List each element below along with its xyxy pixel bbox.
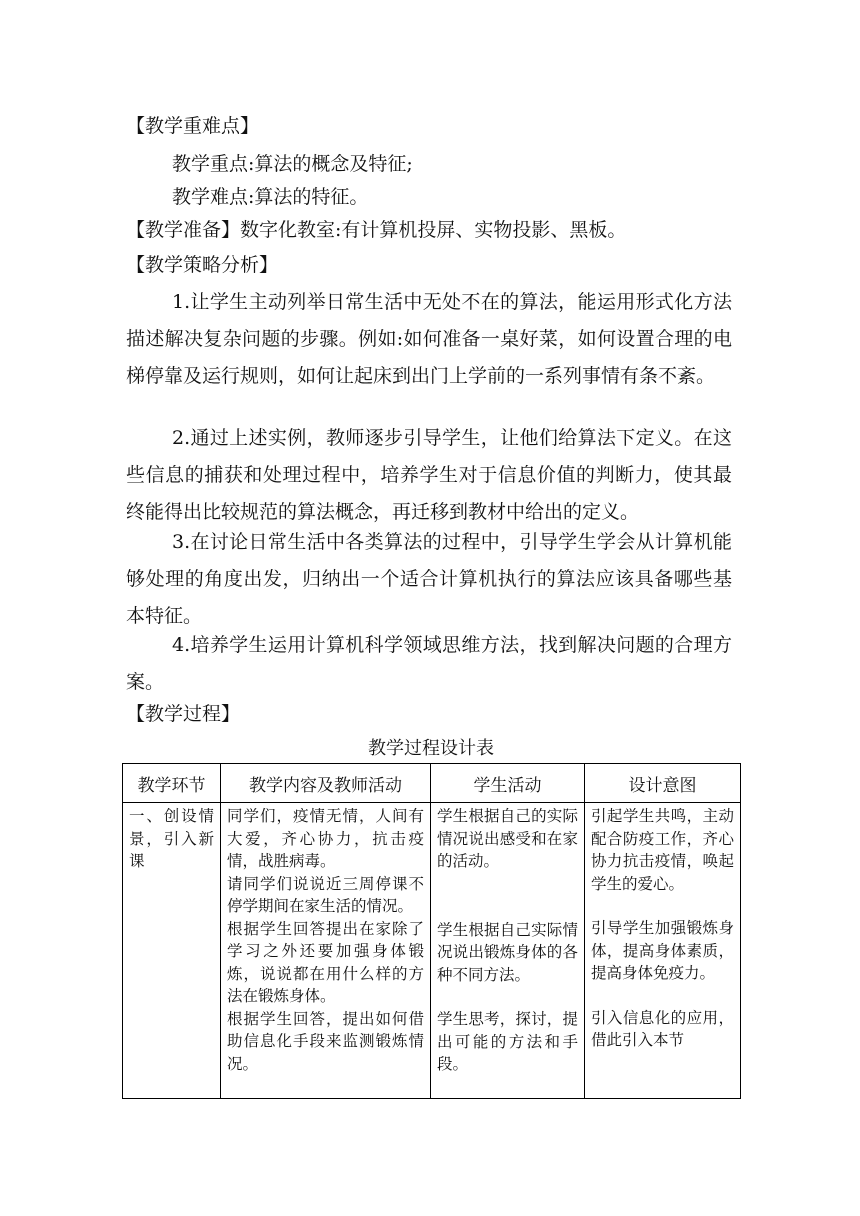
strategy-paragraph-3: 3.在讨论日常生活中各类算法的过程中，引导学生学会从计算机能够处理的角度出发，归纳出一个适合计算机执行的算法应该具备哪些基本特征。 <box>126 531 732 627</box>
header-student: 学生活动 <box>431 764 585 803</box>
difficult-point: 教学难点:算法的特征。 <box>172 186 369 208</box>
cell-intent <box>585 803 741 1099</box>
student-activity: 学生根据自己的实际情况说出感受和在家的活动。 <box>437 807 578 870</box>
preparation-heading: 【教学准备】 <box>126 219 241 241</box>
student-activity: 学生根据自己实际情况说出锻炼身体的各种不同方法。 <box>437 920 578 984</box>
cell-student <box>431 803 585 1099</box>
header-stage: 教学环节 <box>123 764 221 803</box>
design-intent: 引入信息化的应用，借此引入本节 <box>591 1008 734 1049</box>
header-intent: 设计意图 <box>585 764 741 803</box>
teacher-activity: 根据学生回答，提出如何借助信息化手段来监测锻炼情况。 <box>227 1009 424 1073</box>
process-heading: 【教学过程】 <box>126 703 241 725</box>
header-teacher: 教学内容及教师活动 <box>221 764 431 803</box>
cell-stage: 一、创设情景，引入新课 <box>123 803 221 1099</box>
teacher-activity: 根据学生回答提出在家除了学习之外还要加强身体锻炼，说说都在用什么样的方法在锻炼身体。 <box>227 919 424 1005</box>
table-header-row <box>123 764 741 803</box>
key-point: 教学重点:算法的概念及特征; <box>172 153 413 175</box>
strategy-paragraph-1: 1.让学生主动列举日常生活中无处不在的算法，能运用形式化方法描述解决复杂问题的步骤。例如:如何准备一桌好菜，如何设置合理的电梯停靠及运行规则，如何让起床到出门上学前的一系列事情有条不紊。 <box>126 291 732 387</box>
table-caption: 教学过程设计表 <box>368 738 494 759</box>
process-design-table <box>122 763 741 1099</box>
design-intent: 引导学生加强锻炼身体，提高身体素质，提高身体免疫力。 <box>591 919 734 982</box>
strategy-paragraph-4: 4.培养学生运用计算机科学领域思维方法，找到解决问题的合理方案。 <box>126 634 732 693</box>
strategy-paragraph-2: 2.通过上述实例，教师逐步引导学生，让他们给算法下定义。在这些信息的捕获和处理过程中，培养学生对于信息价值的判断力，使其最终能得出比较规范的算法概念，再迁移到教材中给出的定义。 <box>126 427 732 523</box>
preparation-line <box>126 218 626 242</box>
student-activity: 学生思考，探讨，提出可能的方法和手段。 <box>437 1010 578 1073</box>
table-row <box>123 803 741 1099</box>
strategy-heading: 【教学策略分析】 <box>126 254 279 276</box>
cell-teacher <box>221 803 431 1099</box>
teacher-activity: 请同学们说说近三周停课不停学期间在家生活的情况。 <box>227 874 424 915</box>
teacher-activity: 同学们，疫情无情，人间有大爱，齐心协力，抗击疫情，战胜病毒。 <box>227 807 424 870</box>
difficulty-heading: 【教学重难点】 <box>126 115 260 137</box>
design-intent: 引起学生共鸣，主动配合防疫工作，齐心协力抗击疫情，唤起学生的爱心。 <box>591 807 734 893</box>
preparation-text: 数字化教室:有计算机投屏、实物投影、黑板。 <box>240 219 627 241</box>
